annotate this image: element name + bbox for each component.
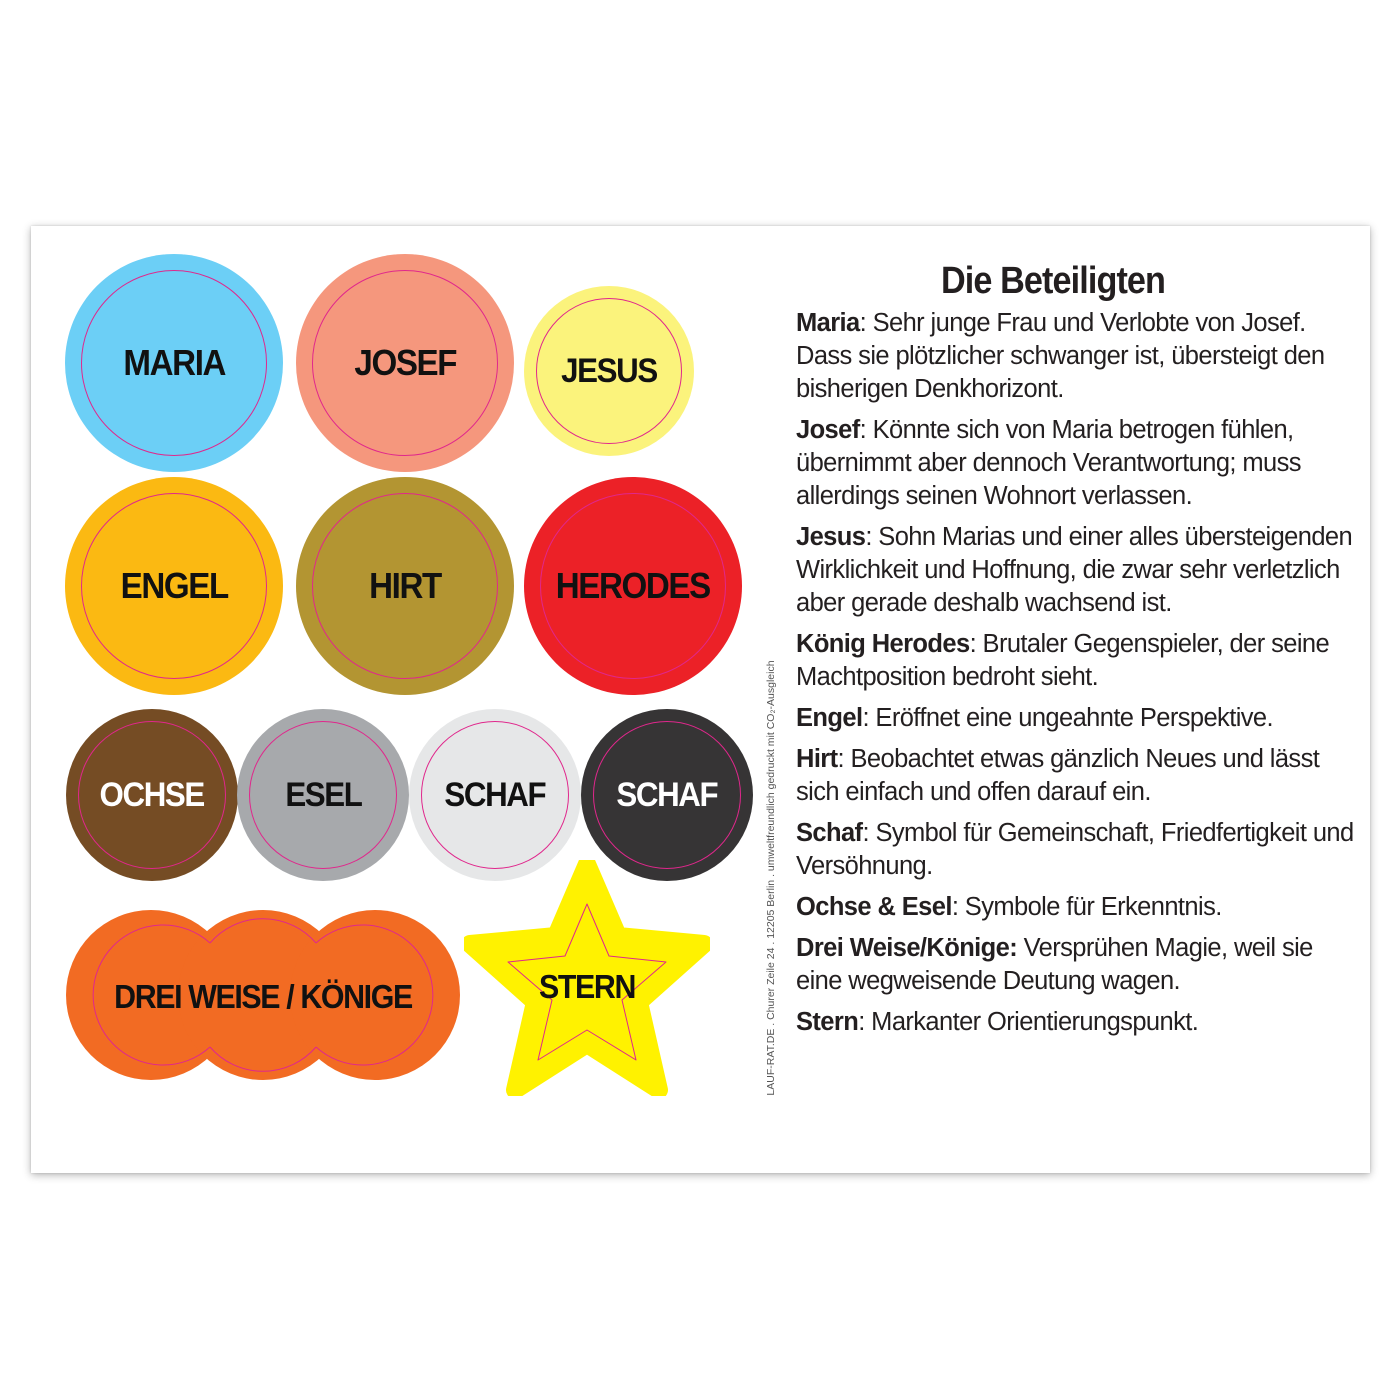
entry-text: Symbol für Gemeinschaft, Friedfertigkeit und Versöhnung.	[796, 819, 1354, 880]
entry-term: Drei Weise/Könige:	[796, 934, 1018, 962]
entry-text: Markanter Orientierungspunkt.	[871, 1008, 1199, 1036]
sticker-label: ESEL	[284, 775, 362, 814]
entry-text: Eröffnet eine ungeahnte Perspektive.	[875, 704, 1273, 732]
entry-text: Brutaler Gegenspieler, der seine Machtposition bedroht sieht.	[796, 630, 1330, 691]
sticker-hirt	[296, 477, 514, 695]
entry-separator: :	[837, 745, 851, 773]
sticker-josef	[296, 254, 514, 472]
info-entry	[796, 628, 1356, 694]
entry-term: Schaf	[796, 819, 863, 847]
info-entry	[796, 702, 1356, 735]
sticker-label: SCHAF	[616, 775, 718, 814]
sticker-label: JESUS	[561, 351, 657, 390]
entry-text: Könnte sich von Maria betrogen fühlen, übernimmt aber dennoch Verantwortung; muss allerdings seinen Wohnort verlassen.	[796, 416, 1301, 510]
sticker-label: STERN	[539, 968, 635, 1005]
sticker-label: OCHSE	[99, 775, 205, 814]
sticker-ochse	[66, 709, 238, 881]
entry-separator: :	[862, 704, 876, 732]
info-entry	[796, 307, 1356, 406]
entry-separator: :	[858, 1008, 872, 1036]
entry-term: Jesus	[796, 523, 866, 551]
info-entry	[796, 891, 1356, 924]
sticker-jesus	[524, 286, 694, 456]
info-entry	[796, 743, 1356, 809]
entry-term: Engel	[796, 704, 863, 732]
sticker-label: HIRT	[369, 565, 441, 606]
entry-text: Beobachtet etwas gänzlich Neues und lässt sich einfach und offen darauf ein.	[796, 745, 1320, 806]
entry-separator: :	[969, 630, 983, 658]
entry-separator: :	[951, 893, 965, 921]
entry-text: Sohn Marias und einer alles übersteigenden Wirklichkeit und Hoffnung, die zwar sehr verletzlich aber gerade deshalb wachsend ist.	[796, 523, 1353, 617]
info-entry	[796, 414, 1356, 513]
sticker-label: JOSEF	[354, 342, 456, 383]
info-entry	[796, 817, 1356, 883]
entry-term: Maria	[796, 309, 860, 337]
entry-term: Josef	[796, 416, 860, 444]
entry-term: Hirt	[796, 745, 838, 773]
sticker-engel	[65, 477, 283, 695]
sticker-schaf-light	[409, 709, 581, 881]
sticker-maria	[65, 254, 283, 472]
entry-term: Ochse & Esel	[796, 893, 952, 921]
sticker-drei-weise	[66, 910, 460, 1080]
sticker-label: MARIA	[123, 342, 225, 383]
sticker-label: HERODES	[555, 565, 711, 606]
entry-term: König Herodes	[796, 630, 970, 658]
entry-text: Versprühen Magie, weil sie eine wegweisende Deutung wagen.	[796, 934, 1313, 995]
sticker-esel	[237, 709, 409, 881]
entry-term: Stern	[796, 1008, 859, 1036]
sticker-stern	[464, 860, 710, 1096]
info-title: Die Beteiligten	[941, 260, 1166, 302]
entry-separator: :	[859, 309, 873, 337]
sticker-label: SCHAF	[444, 775, 546, 814]
sticker-schaf-dark	[581, 709, 753, 881]
info-panel	[796, 255, 1356, 1047]
info-entry	[796, 1006, 1356, 1039]
sticker-herodes	[524, 477, 742, 695]
sticker-label: ENGEL	[120, 565, 228, 606]
sticker-label: DREI WEISE / KÖNIGE	[114, 978, 412, 1015]
imprint-text: LAUF-RAT.DE . Churer Zeile 24 . 12205 Berlin . umweltfreundlich gedruckt mit CO₂-Ausgleich	[765, 660, 777, 1096]
entry-separator: :	[862, 819, 876, 847]
entry-text: Symbole für Erkenntnis.	[964, 893, 1222, 921]
entry-text: Sehr junge Frau und Verlobte von Josef. Dass sie plötzlicher schwanger ist, übersteigt den bisherigen Denkhorizont.	[796, 309, 1325, 403]
info-entry	[796, 521, 1356, 620]
info-entry	[796, 932, 1356, 998]
entry-separator: :	[859, 416, 873, 444]
entry-separator: :	[865, 523, 879, 551]
